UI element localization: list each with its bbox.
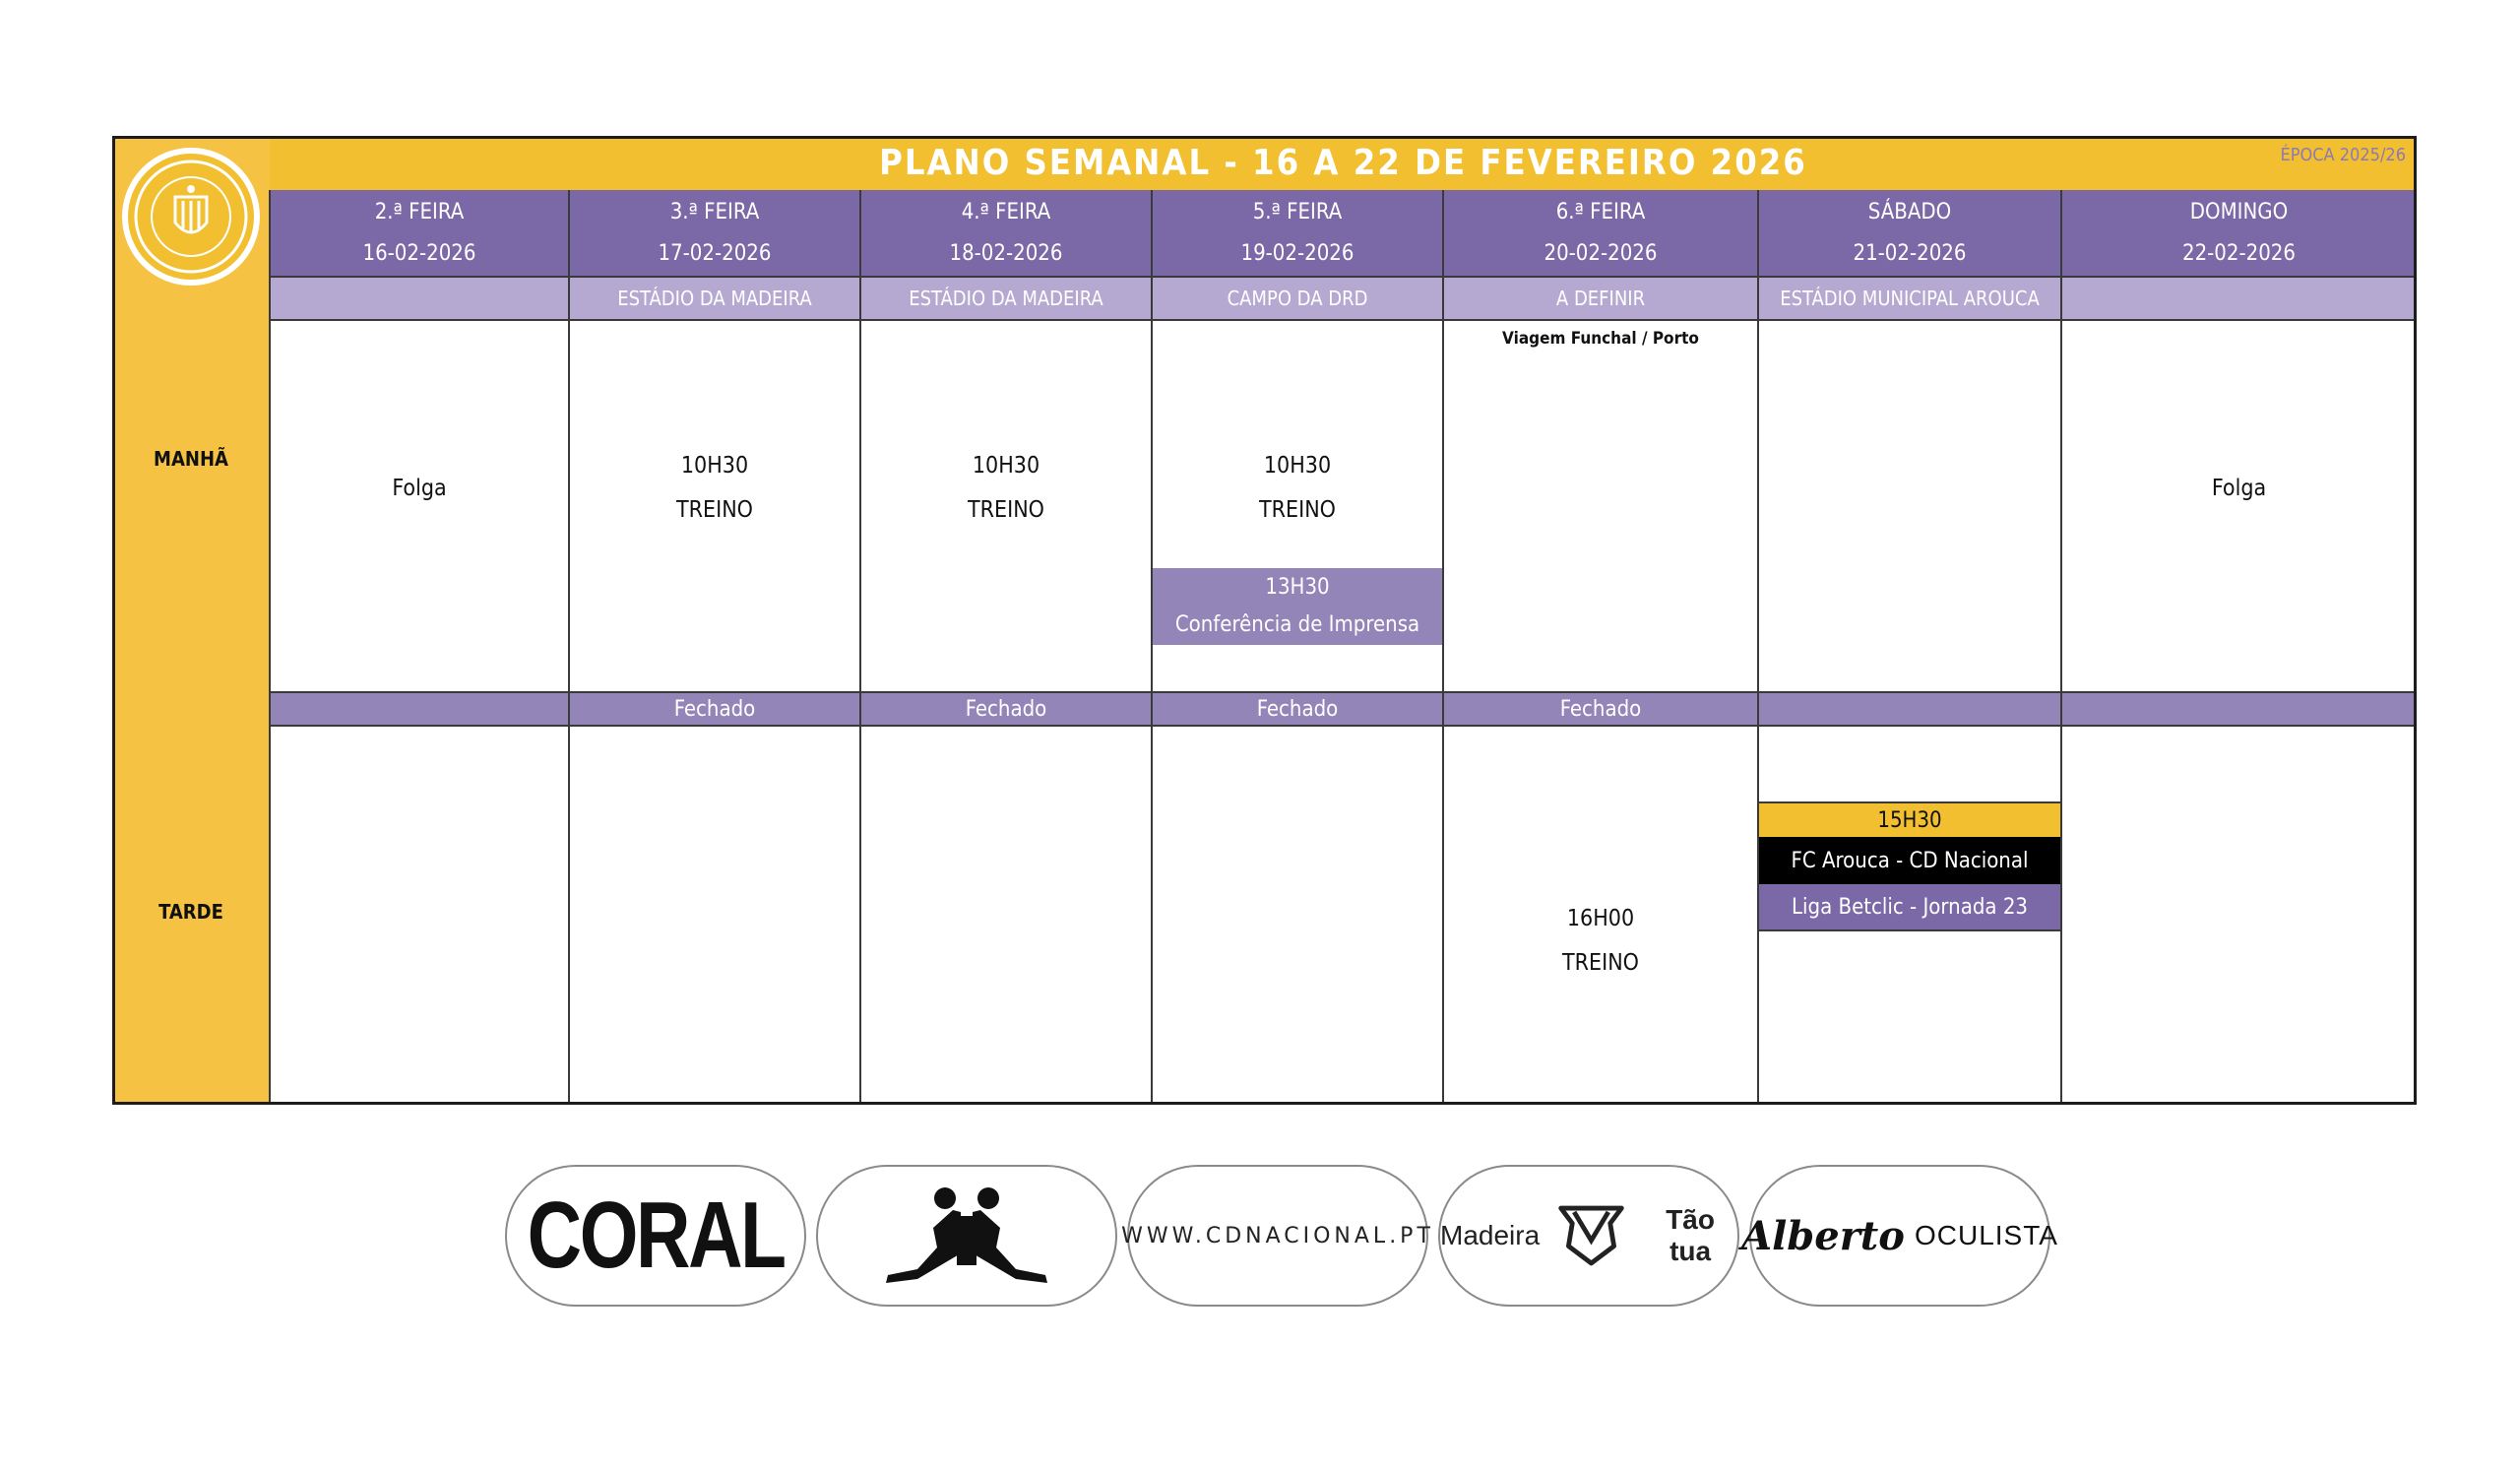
kappa-icon: [858, 1177, 1075, 1295]
day-name: DOMINGO: [2189, 199, 2289, 224]
venue-label: ESTÁDIO DA MADEIRA: [617, 287, 812, 310]
slot-activity: TREINO: [1562, 950, 1639, 976]
slot-activity: TREINO: [1259, 497, 1336, 523]
day-date: 17-02-2026: [658, 240, 772, 266]
travel-note-text: Viagem Funchal / Porto: [1502, 329, 1699, 349]
sponsor-alberto-oculista[interactable]: [1741, 1165, 2058, 1307]
press-label: Conferência de Imprensa: [1174, 612, 1420, 637]
slot-time: 10H30: [1263, 453, 1332, 480]
sponsor-kappa[interactable]: [816, 1165, 1117, 1307]
slot-time: 10H30: [680, 453, 749, 480]
slot-time: Folga: [2211, 475, 2267, 501]
madeira-emblem-icon: [1553, 1201, 1629, 1270]
day-date: 22-02-2026: [2181, 240, 2296, 266]
website-url: WWW.CDNACIONAL.PT: [1121, 1223, 1434, 1248]
slot-time: 16H00: [1566, 906, 1635, 932]
lunch-label: Fechado: [965, 696, 1047, 722]
oculista-wordmark: OCULISTA: [1914, 1220, 2058, 1250]
day-name: 3.ª FEIRA: [669, 199, 760, 224]
day-date: 19-02-2026: [1240, 240, 1354, 266]
day-date: 16-02-2026: [362, 240, 476, 266]
coral-wordmark: CORAL: [527, 1183, 785, 1288]
sponsor-madeira[interactable]: [1438, 1165, 1739, 1307]
match-fixture-text: FC Arouca - CD Nacional: [1791, 848, 2029, 873]
venue-label: ESTÁDIO MUNICIPAL AROUCA: [1780, 287, 2040, 310]
sponsor-website[interactable]: [1121, 1165, 1434, 1307]
lunch-label: Fechado: [1559, 696, 1642, 722]
alberto-wordmark: Alberto: [1741, 1212, 1905, 1259]
schedule-frame: [112, 136, 2417, 1105]
day-date: 21-02-2026: [1853, 240, 1967, 266]
day-name: 5.ª FEIRA: [1252, 199, 1343, 224]
slot-time: Folga: [392, 475, 447, 501]
lunch-label: Fechado: [1256, 696, 1339, 722]
day-date: 20-02-2026: [1544, 240, 1658, 266]
row-label-afternoon: TARDE: [158, 900, 223, 924]
day-name: 4.ª FEIRA: [961, 199, 1051, 224]
slot-activity: TREINO: [676, 497, 753, 523]
season-label: ÉPOCA 2025/26: [2280, 144, 2406, 165]
sponsor-coral[interactable]: [505, 1165, 806, 1307]
day-name: SÁBADO: [1867, 199, 1952, 224]
slot-activity: TREINO: [968, 497, 1044, 523]
match-time-text: 15H30: [1877, 807, 1942, 833]
press-time: 13H30: [1265, 574, 1330, 600]
madeira-tagline: Tão tua: [1666, 1204, 1715, 1266]
venue-label: ESTÁDIO DA MADEIRA: [909, 287, 1103, 310]
day-date: 18-02-2026: [949, 240, 1063, 266]
day-name: 2.ª FEIRA: [374, 199, 465, 224]
page-title: PLANO SEMANAL - 16 A 22 DE FEVEREIRO 2026: [879, 143, 1807, 183]
row-label-morning: MANHÃ: [154, 447, 228, 471]
slot-time: 10H30: [972, 453, 1040, 480]
madeira-wordmark: Madeira: [1440, 1220, 1541, 1250]
day-name: 6.ª FEIRA: [1555, 199, 1646, 224]
match-competition-text: Liga Betclic - Jornada 23: [1791, 894, 2028, 920]
lunch-label: Fechado: [673, 696, 756, 722]
venue-label: CAMPO DA DRD: [1227, 287, 1368, 310]
venue-label: A DEFINIR: [1555, 287, 1646, 310]
